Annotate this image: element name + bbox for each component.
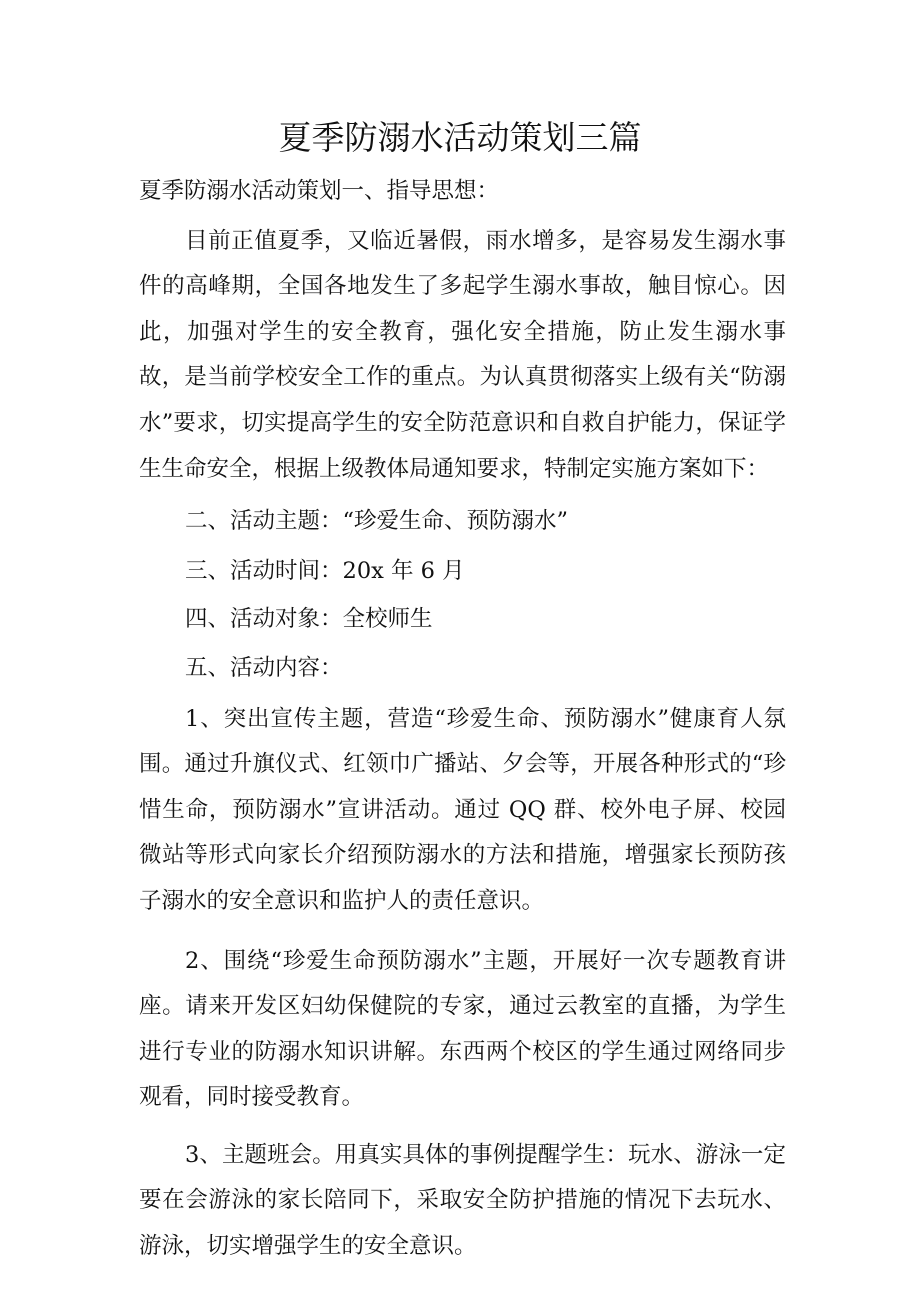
paragraph-content-item-3: 3、主题班会。用真实具体的事例提醒学生：玩水、游泳一定要在会游泳的家长陪同下，采取安全防护措施的情况下去玩水、游泳，切实增强学生的安全意识。 [139,1141,786,1260]
paragraph-activity-content-heading: 五、活动内容： [185,654,343,681]
paragraph-activity-theme: 二、活动主题：“珍爱生命、预防溺水” [185,508,569,535]
paragraph-activity-time: 三、活动时间：20x 年 6 月 [185,557,465,584]
section-heading-guiding-ideology: 夏季防溺水活动策划一、指导思想： [139,178,500,204]
document-title: 夏季防溺水活动策划三篇 [278,118,642,157]
paragraph-content-item-1: 1、突出宣传主题，营造“珍爱生命、预防溺水”健康育人氛围。通过升旗仪式、红领巾广播站、夕会等，开展各种形式的“珍惜生命，预防溺水”宣讲活动。通过 QQ 群、校外电子屏、校园微站等形式向家长介绍预防溺水的方法和措施，增强家长预防孩子溺水的安全意识和监护人的责任意识。 [139,705,786,914]
paragraph-introduction: 目前正值夏季，又临近暑假，雨水增多，是容易发生溺水事件的高峰期，全国各地发生了多起学生溺水事故，触目惊心。因此，加强对学生的安全教育，强化安全措施，防止发生溺水事故，是当前学校安全工作的重点。为认真贯彻落实上级有关“防溺水”要求，切实提高学生的安全防范意识和自救自护能力，保证学生生命安全，根据上级教体局通知要求，特制定实施方案如下： [139,227,786,482]
paragraph-activity-target: 四、活动对象：全校师生 [185,606,433,633]
document-body [139,169,786,1270]
paragraph-content-item-2: 2、围绕“珍爱生命预防溺水”主题，开展好一次专题教育讲座。请来开发区妇幼保健院的专家，通过云教室的直播，为学生进行专业的防溺水知识讲解。东西两个校区的学生通过网络同步观看，同时接受教育。 [139,947,786,1111]
